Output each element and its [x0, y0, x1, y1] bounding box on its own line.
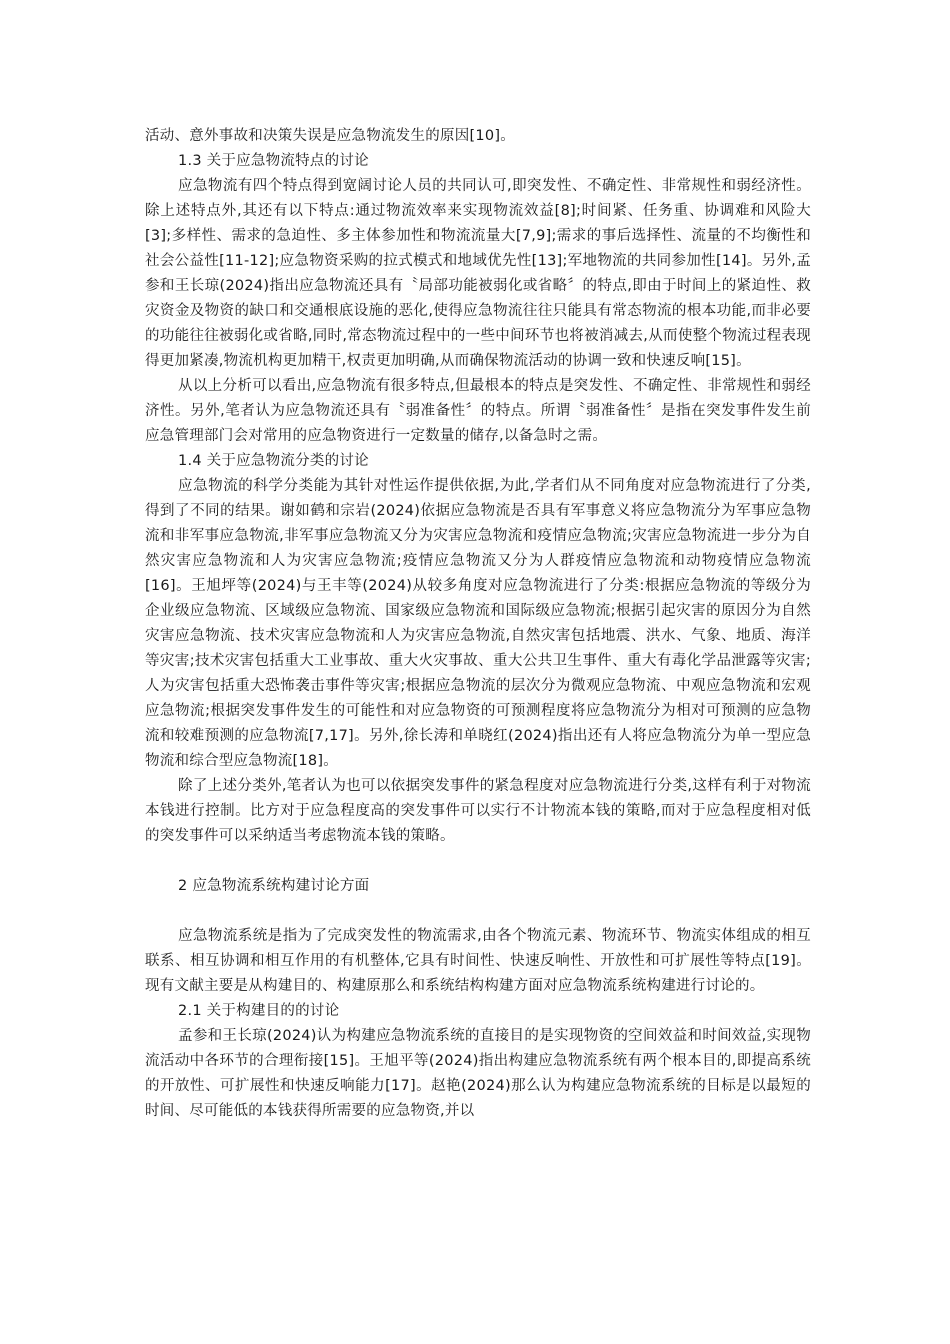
paragraph-2-1-a: 孟参和王长琼(2024)认为构建应急物流系统的直接目的是实现物资的空间效益和时间效益,实现物流活动中各环节的合理衔接[15]。王旭平等(2024)指出构建应急物流系统有两个根本目的,即提高系统的开放性、可扩展性和快速反响能力[17]。赵艳(2024)那么认为构建应急物流系统的目标是以最短的时间、尽可能低的本钱获得所需要的应急物资,并以	[145, 1028, 811, 1119]
paragraph-1-3-b: 从以上分析可以看出,应急物流有很多特点,但最根本的特点是突发性、不确定性、非常规性和弱经济性。另外,笔者认为应急物流还具有〝弱准备性〞的特点。所谓〝弱准备性〞是指在突发事件发生前应急管理部门会对常用的应急物资进行一定数量的储存,以备急时之需。	[145, 378, 811, 444]
section-heading-1-4: 1.4 关于应急物流分类的讨论	[178, 453, 369, 469]
paragraph-1-3-a: 应急物流有四个特点得到宽阔讨论人员的共同认可,即突发性、不确定性、非常规性和弱经济性。除上述特点外,其还有以下特点:通过物流效率来实现物流效益[8];时间紧、任务重、协调难和风险大[3];多样性、需求的急迫性、多主体参加性和物流流量大[7,9];需求的事后选择性、流量的不均衡性和社会公益性[11-12];应急物资采购的拉式模式和地域优先性[13];军地物流的共同参加性[14]。另外,孟参和王长琼(2024)指出应急物流还具有〝局部功能被弱化或省略〞的特点,即由于时间上的紧迫性、救灾资金及物资的缺口和交通根底设施的恶化,使得应急物流往往只能具有常态物流的根本功能,而非必要的功能往往被弱化或省略,同时,常态物流过程中的一些中间环节也将被消减去,从而使整个物流过程表现得更加紧凑,物流机构更加精干,权责更加明确,从而确保物流活动的协调一致和快速反响[15]。	[145, 178, 811, 369]
section-heading-1-3: 1.3 关于应急物流特点的讨论	[178, 153, 369, 169]
section-heading-2: 2 应急物流系统构建讨论方面	[178, 878, 370, 894]
paragraph-intro-tail: 活动、意外事故和决策失误是应急物流发生的原因[10]。	[145, 128, 516, 144]
document-page	[145, 124, 811, 1124]
paragraph-1-4-a: 应急物流的科学分类能为其针对性运作提供依据,为此,学者们从不同角度对应急物流进行了分类,得到了不同的结果。谢如鹤和宗岩(2024)依据应急物流是否具有军事意义将应急物流分为军事应急物流和非军事应急物流,非军事应急物流又分为灾害应急物流和疫情应急物流;灾害应急物流进一步分为自然灾害应急物流和人为灾害应急物流;疫情应急物流又分为人群疫情应急物流和动物疫情应急物流[16]。王旭坪等(2024)与王丰等(2024)从较多角度对应急物流进行了分类:根据应急物流的等级分为企业级应急物流、区域级应急物流、国家级应急物流和国际级应急物流;根据引起灾害的原因分为自然灾害应急物流、技术灾害应急物流和人为灾害应急物流,自然灾害包括地震、洪水、气象、地质、海洋等灾害;技术灾害包括重大工业事故、重大火灾事故、重大公共卫生事件、重大有毒化学品泄露等灾害;人为灾害包括重大恐怖袭击事件等灾害;根据应急物流的层次分为微观应急物流、中观应急物流和宏观应急物流;根据突发事件发生的可能性和对应急物资的可预测程度将应急物流分为相对可预测的应急物流和较难预测的应急物流[7,17]。另外,徐长涛和单晓红(2024)指出还有人将应急物流分为单一型应急物流和综合型应急物流[18]。	[145, 478, 811, 769]
paragraph-1-4-b: 除了上述分类外,笔者认为也可以依据突发事件的紧急程度对应急物流进行分类,这样有利于对物流本钱进行控制。比方对于应急程度高的突发事件可以实行不计物流本钱的策略,而对于应急程度相对低的突发事件可以采纳适当考虑物流本钱的策略。	[145, 778, 811, 844]
section-heading-2-1: 2.1 关于构建目的的讨论	[178, 1003, 340, 1019]
paragraph-2-a: 应急物流系统是指为了完成突发性的物流需求,由各个物流元素、物流环节、物流实体组成的相互联系、相互协调和相互作用的有机整体,它具有时间性、快速反响性、开放性和可扩展性等特点[19]。现有文献主要是从构建目的、构建原那么和系统结构构建方面对应急物流系统构建进行讨论的。	[145, 928, 811, 994]
